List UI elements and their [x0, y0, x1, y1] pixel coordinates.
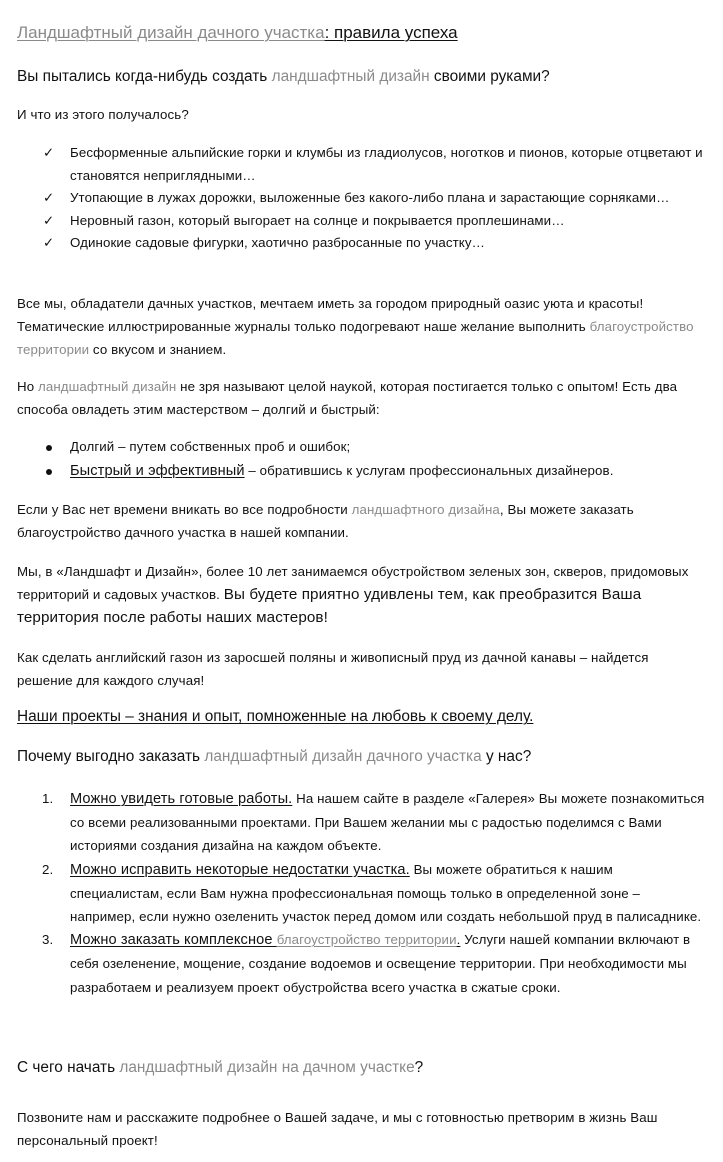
reason-lead: Можно исправить некоторые недостатки участка. — [70, 861, 410, 878]
paragraph-order-post: , Вы можете заказать благоустройство дачного участка в нашей компании. — [17, 502, 634, 540]
paragraph-dream — [17, 292, 707, 361]
title-rest: : правила успеха — [324, 23, 458, 42]
paragraph-order — [17, 498, 707, 544]
start-heading-post: ? — [414, 1059, 424, 1076]
why-heading-link[interactable]: ландшафтный дизайн дачного участка — [204, 748, 482, 765]
intro-question-pre: Вы пытались когда-нибудь создать — [17, 68, 272, 85]
start-heading-link[interactable]: ландшафтный дизайн на дачном участке — [119, 1059, 415, 1076]
paragraph-company-highlight: Вы будете приятно удивлены тем, как преобразится Ваша территория после работы наших мастеров! — [17, 586, 642, 626]
reason-number: 3. — [42, 932, 54, 948]
page-title — [17, 21, 707, 45]
paragraph-dream-post: со вкусом и знанием. — [89, 342, 227, 357]
intro-question-link[interactable]: ландшафтный дизайн — [271, 68, 430, 85]
check-list-item — [17, 142, 707, 187]
reason-number: 1. — [42, 791, 54, 806]
reasons-list — [17, 787, 707, 999]
why-heading — [17, 745, 707, 768]
paragraph-science-link[interactable]: ландшафтный дизайн — [38, 379, 177, 394]
projects-heading — [17, 705, 707, 728]
title-link[interactable]: Ландшафтный дизайн дачного участка — [17, 23, 325, 42]
paragraph-company-text: Мы, в «Ландшафт и Дизайн», более 10 лет занимаемся обустройством зеленых зон, скверов, придомовых территорий и садовых участков. — [17, 564, 689, 602]
why-heading-pre: Почему выгодно заказать — [17, 748, 205, 765]
reasons-list-item — [17, 858, 707, 929]
ways-item-text: – обратившись к услугам профессиональных дизайнеров. — [244, 462, 614, 478]
check-list-item-text: Неровный газон, который выгорает на солнце и покрывается проплешинами… — [70, 212, 565, 228]
bullet-dot-icon — [46, 469, 52, 475]
reason-lead-link[interactable]: благоустройство территории — [276, 932, 457, 948]
check-list-item-text: Утопающие в лужах дорожки, выложенные без какого-либо плана и зарастающие сорняками… — [70, 190, 670, 205]
paragraph-solution: Как сделать английский газон из заросшей поляны и живописный пруд из дачной канавы – найдется решение для каждого случая! — [17, 650, 649, 688]
intro-question — [17, 65, 707, 88]
checkmark-icon: ✓ — [43, 235, 55, 250]
projects-heading-text[interactable]: Наши проекты – знания и опыт, помноженные на любовь к своему делу. — [17, 708, 534, 725]
reason-lead: Можно заказать комплексное — [70, 932, 277, 949]
ways-list — [17, 436, 707, 482]
check-list-item-text: Бесформенные альпийские горки и клумбы из гладиолусов, ноготков и пионов, которые отцветают и становятся неприглядными… — [70, 145, 703, 183]
reasons-list-item — [17, 928, 707, 999]
paragraph-closing: Позвоните нам и расскажите подробнее о Вашей задаче, и мы с готовностью претворим в жизнь Ваш персональный проект! — [17, 1110, 658, 1148]
start-heading-pre: С чего начать — [17, 1059, 120, 1076]
paragraph-company — [17, 560, 707, 629]
check-list-item — [17, 210, 707, 233]
check-list — [17, 142, 707, 255]
paragraph-science-post: не зря называют целой наукой, которая постигается только с опытом! Есть два способа овладеть этим мастерством – долгий и быстрый: — [17, 379, 678, 417]
paragraph-dream-pre: Все мы, обладатели дачных участков, мечтаем иметь за городом природный оазис уюта и красоты! Тематические иллюстрированные журналы только подогревают наше желание выполнить — [17, 296, 644, 334]
intro-text: И что из этого получалось? — [17, 107, 189, 122]
reason-lead: Можно увидеть готовые работы. — [70, 791, 293, 807]
reason-lead-tail: . — [456, 932, 461, 948]
bullet-dot-icon — [46, 445, 52, 451]
reason-text: На нашем сайте в разделе «Галерея» Вы можете познакомиться со всеми реализованными проектами. При Вашем желании мы с радостью поделимся с Вами историями создания дизайна на каждом объекте. — [70, 791, 705, 854]
paragraph-dream-link[interactable]: благоустройство территории — [17, 319, 694, 357]
ways-list-item — [17, 460, 707, 483]
intro-question-post: своими руками? — [429, 68, 550, 85]
reason-text: Услуги нашей компании включают в себя озеленение, мощение, создание водоемов и освещение территории. При необходимости мы разработаем и реализуем проект обустройства всего участка в сжатые сроки. — [70, 932, 691, 995]
checkmark-icon: ✓ — [43, 212, 55, 228]
reason-number: 2. — [42, 861, 54, 877]
paragraph-order-pre: Если у Вас нет времени вникать во все подробности — [17, 502, 352, 517]
checkmark-icon: ✓ — [43, 190, 55, 205]
paragraph-science — [17, 375, 707, 421]
why-heading-post: у нас? — [481, 748, 532, 765]
paragraph-order-link[interactable]: ландшафтного дизайна — [351, 502, 500, 517]
paragraph-science-pre: Но — [17, 379, 38, 394]
check-list-item-text: Одинокие садовые фигурки, хаотично разбросанные по участку… — [70, 235, 486, 250]
check-list-item — [17, 187, 707, 210]
ways-item-text: Долгий – путем собственных проб и ошибок; — [70, 439, 351, 454]
check-list-item — [17, 232, 707, 255]
reason-text: Вы можете обратиться к нашим специалистам, если Вам нужна профессиональная помощь только в определенной зоне – например, если нужно озеленить участок перед домом или создать небольшой пруд в палисаднике. — [70, 861, 702, 925]
ways-list-item — [17, 436, 707, 459]
checkmark-icon: ✓ — [43, 145, 55, 160]
ways-item-lead: Быстрый и эффективный — [70, 462, 245, 479]
start-heading — [17, 1056, 707, 1079]
reasons-list-item — [17, 787, 707, 858]
